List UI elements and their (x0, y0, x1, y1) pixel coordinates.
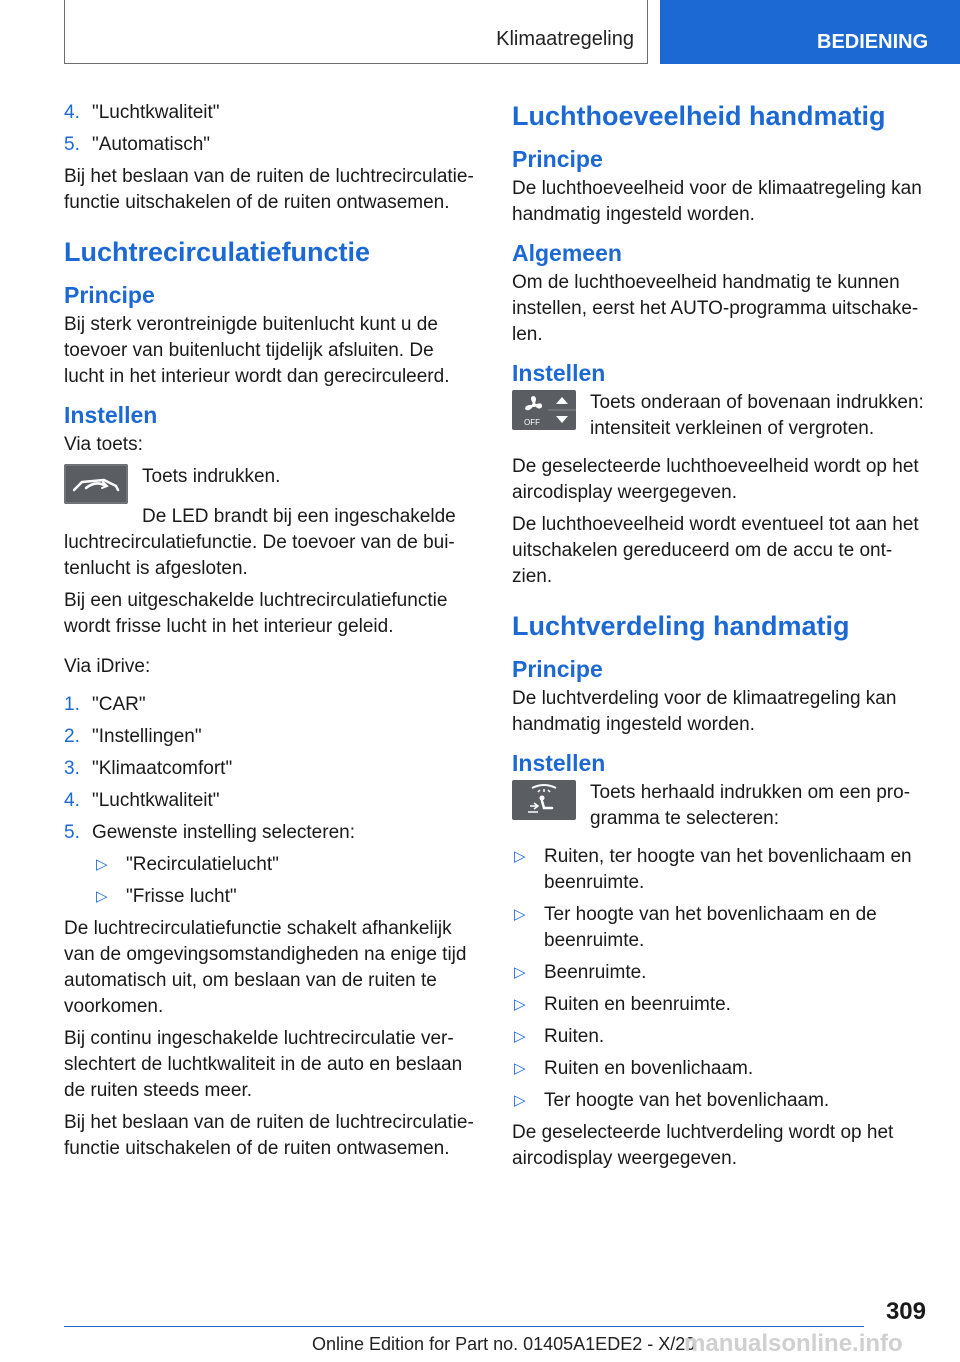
section-title: Klimaatregeling (496, 28, 634, 50)
paragraph: Toets herhaald indrukken om een pro-gramma te selecteren: (590, 782, 911, 829)
list-item (64, 100, 478, 126)
list-text: Ruiten. (544, 1026, 605, 1047)
triangle-bullet-icon: ▷ (514, 964, 526, 981)
list-text: "Frisse lucht" (126, 886, 237, 907)
paragraph: Bij het beslaan van de ruiten de luchtrecirculatie-functie uitschakelen of de ruiten ontwasemen. (64, 1112, 474, 1159)
list-number: 3. (64, 758, 80, 779)
triangle-bullet-icon: ▷ (514, 996, 526, 1013)
list-item (512, 1088, 928, 1114)
triangle-bullet-icon: ▷ (514, 1060, 526, 1077)
paragraph: De LED brandt bij een ingeschakelde luchtrecirculatiefunctie. De toevoer van de bui-tenlucht is afgesloten. (64, 506, 456, 579)
list-text: "Recirculatielucht" (126, 854, 279, 875)
list-text: Beenruimte. (544, 962, 647, 983)
list-item (512, 1056, 928, 1082)
triangle-bullet-icon: ▷ (514, 848, 526, 865)
heading-air-distribution: Luchtverdeling handmatig (512, 611, 850, 641)
list-item (512, 960, 928, 986)
triangle-bullet-icon: ▷ (514, 906, 526, 923)
list-item (512, 844, 928, 896)
list-item (64, 820, 478, 846)
list-text: Ter hoogte van het bovenlichaam. (544, 1090, 830, 1111)
list-number: 2. (64, 726, 80, 747)
list-item (64, 724, 478, 750)
chapter-tab (660, 0, 960, 64)
recirculation-button-row (64, 464, 478, 504)
triangle-bullet-icon: ▷ (96, 888, 108, 905)
paragraph: Via iDrive: (64, 656, 151, 677)
paragraph: De geselecteerde luchtverdeling wordt op het aircodisplay weergegeven. (512, 1122, 894, 1169)
list-text: Ruiten en bovenlichaam. (544, 1058, 754, 1079)
heading-settings: Instellen (512, 360, 606, 386)
list-text: Ruiten, ter hoogte van het bovenlichaam en beenruimte. (544, 846, 912, 893)
list-item (512, 1024, 928, 1050)
paragraph: De luchtverdeling voor de klimaatregeling kan handmatig ingesteld worden. (512, 688, 897, 735)
list-item (64, 788, 478, 814)
list-text: "Luchtkwaliteit" (92, 102, 220, 123)
list-number: 5. (64, 134, 80, 155)
list-text: "CAR" (92, 694, 146, 715)
paragraph: De luchthoeveelheid wordt eventueel tot aan het uitschakelen gereduceerd om de accu te ont-zien. (512, 514, 919, 587)
paragraph: Toets indrukken. (142, 466, 281, 487)
list-item (512, 902, 928, 954)
page-number: 309 (885, 1298, 926, 1325)
list-number: 4. (64, 790, 80, 811)
list-text: "Automatisch" (92, 134, 211, 155)
list-text: Ruiten en beenruimte. (544, 994, 731, 1015)
paragraph: Bij sterk verontreinigde buitenlucht kunt u de toevoer van buitenlucht tijdelijk afsluiten. De lucht in het interieur wordt dan gerecirculeerd. (64, 314, 450, 387)
heading-principle: Principe (64, 282, 155, 308)
paragraph: Bij een uitgeschakelde luchtrecirculatiefunctie wordt frisse lucht in het interieur geleid. (64, 590, 448, 637)
list-item (64, 692, 478, 718)
sub-list-item (64, 852, 478, 878)
list-text: "Instellingen" (92, 726, 202, 747)
paragraph: Via toets: (64, 434, 143, 455)
paragraph: Bij continu ingeschakelde luchtrecirculatie ver-slechtert de luchtkwaliteit in de auto en beslaan de ruiten steeds meer. (64, 1028, 463, 1101)
triangle-bullet-icon: ▷ (96, 856, 108, 873)
heading-general: Algemeen (512, 240, 622, 266)
left-column (64, 100, 478, 1168)
watermark-brand: manualsonline.info (684, 1330, 903, 1357)
fan-button-row (512, 390, 928, 448)
triangle-bullet-icon: ▷ (514, 1028, 526, 1045)
heading-air-volume: Luchthoeveelheid handmatig (512, 101, 886, 131)
edition-text: Online Edition for Part no. 01405A1EDE2 - X/20 (312, 1334, 696, 1354)
list-item (64, 756, 478, 782)
paragraph: De luchtrecirculatiefunctie schakelt afhankelijk van de omgevingsomstandigheden na enige tijd automatisch uit, om beslaan van de ruiten te voorkomen. (64, 918, 467, 1017)
paragraph: De geselecteerde luchthoeveelheid wordt op het aircodisplay weergegeven. (512, 456, 919, 503)
recirculation-button-icon (64, 464, 128, 504)
paragraph: De luchthoeveelheid voor de klimaatregeling kan handmatig ingesteld worden. (512, 178, 922, 225)
fan-off-label: OFF (524, 418, 540, 427)
footer-divider (64, 1326, 864, 1327)
list-text: Ter hoogte van het bovenlichaam en de beenruimte. (544, 904, 877, 951)
heading-settings: Instellen (64, 402, 158, 428)
fan-button-icon (512, 390, 576, 430)
sub-list-item (64, 884, 478, 910)
paragraph: Toets onderaan of bovenaan indrukken: intensiteit verkleinen of vergroten. (590, 392, 924, 439)
list-item (512, 992, 928, 1018)
heading-recirculation: Luchtrecirculatiefunctie (64, 237, 371, 267)
paragraph: Bij het beslaan van de ruiten de luchtrecirculatie-functie uitschakelen of de ruiten ontwasemen. (64, 166, 474, 213)
list-text: "Luchtkwaliteit" (92, 790, 220, 811)
chapter-label: BEDIENING (817, 30, 929, 53)
list-number: 5. (64, 822, 80, 843)
list-item (64, 132, 478, 158)
air-distribution-button-icon (512, 780, 576, 820)
distribution-button-row (512, 780, 928, 838)
list-text: Gewenste instelling selecteren: (92, 822, 355, 843)
right-column (512, 100, 928, 1178)
list-text: "Klimaatcomfort" (92, 758, 233, 779)
heading-settings: Instellen (512, 750, 606, 776)
list-number: 4. (64, 102, 80, 123)
heading-principle: Principe (512, 656, 603, 682)
triangle-bullet-icon: ▷ (514, 1092, 526, 1109)
paragraph: Om de luchthoeveelheid handmatig te kunnen instellen, eerst het AUTO-programma uitschake-len. (512, 272, 919, 345)
heading-principle: Principe (512, 146, 603, 172)
list-number: 1. (64, 694, 80, 715)
